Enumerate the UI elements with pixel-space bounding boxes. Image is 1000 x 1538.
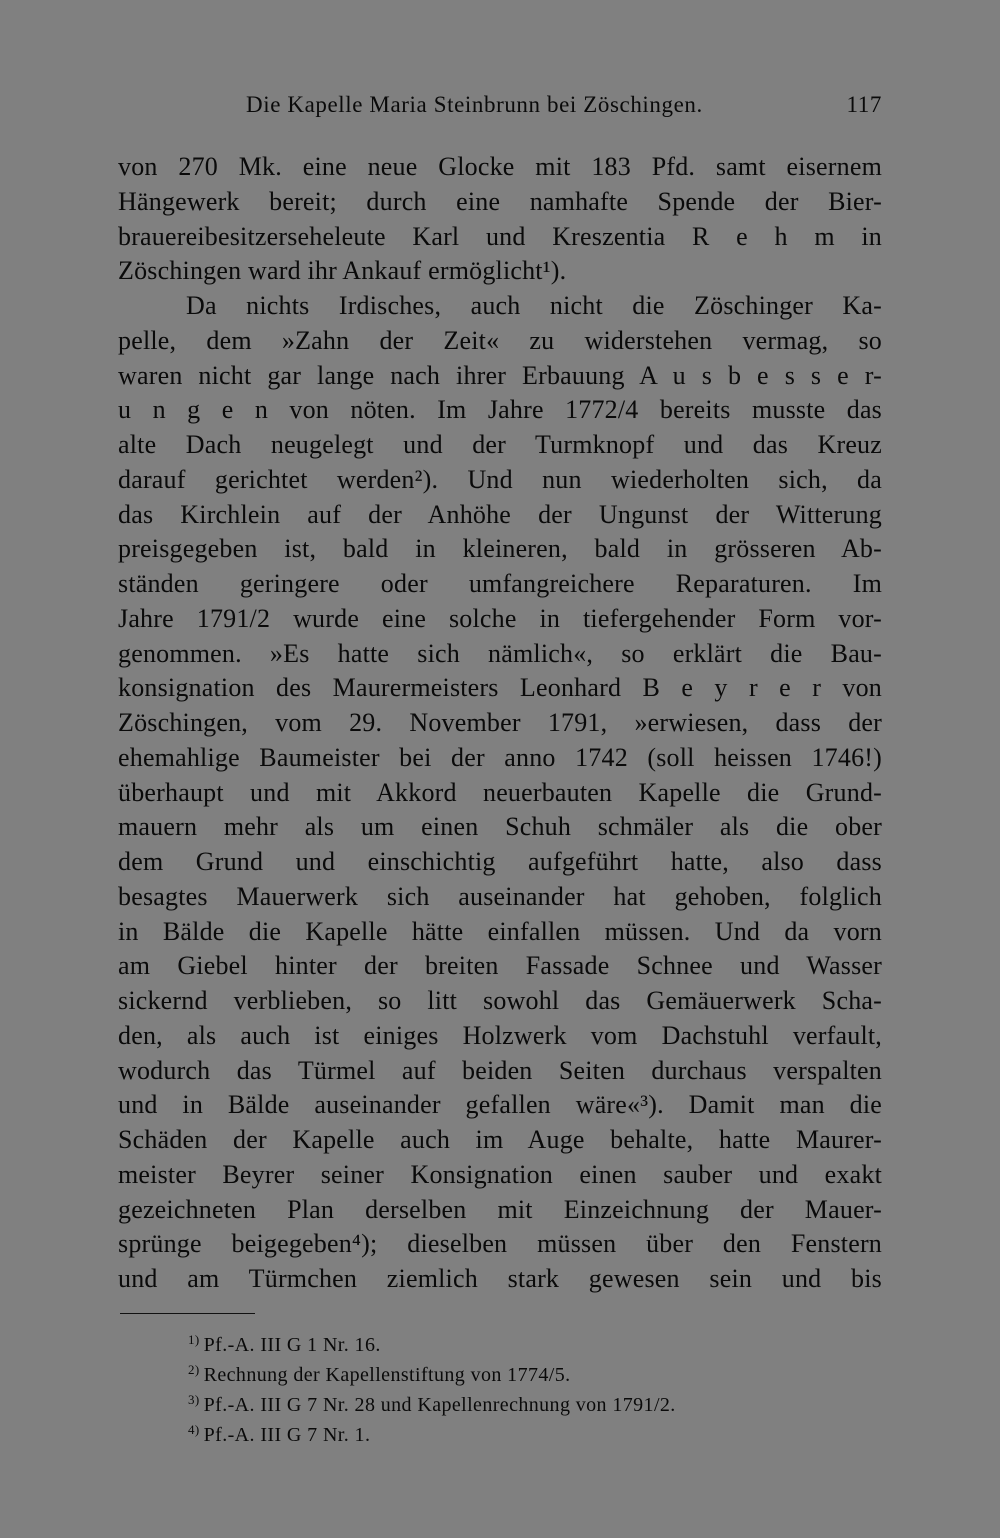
text-line: ständen geringere oder umfangreichere Reparaturen. Im	[118, 569, 882, 598]
text-line: ehemahlige Baumeister bei der anno 1742 (soll heissen 1746!)	[118, 742, 882, 772]
footnote-text: Rechnung der Kapellenstiftung von 1774/5.	[203, 1364, 571, 1386]
running-title: Die Kapelle Maria Steinbrunn bei Zöschingen.	[246, 92, 703, 117]
text-line: darauf gerichtet werden²). Und nun wiederholten sich, da	[118, 464, 882, 494]
text-line: alte Dach neugelegt und der Turmknopf und das Kreuz	[118, 430, 882, 459]
footnote-mark: 1)	[188, 1332, 200, 1347]
footnote	[188, 1390, 888, 1420]
body-text	[118, 150, 882, 1297]
text-line: besagtes Mauerwerk sich auseinander hat gehoben, folglich	[118, 881, 882, 911]
page-header	[118, 92, 882, 126]
text-line: das Kirchlein auf der Anhöhe der Ungunst der Witterung	[118, 499, 882, 529]
footnote	[188, 1330, 888, 1360]
footnotes	[188, 1330, 888, 1450]
text-line: Hängewerk bereit; durch eine namhafte Spende der Bier-	[118, 186, 882, 216]
text-line: mauern mehr als um einen Schuh schmäler als die ober	[118, 812, 882, 842]
footnote-mark: 2)	[188, 1362, 200, 1377]
footnote-mark: 4)	[188, 1422, 200, 1437]
text-line: und in Bälde auseinander gefallen wäre«³). Damit man die	[118, 1090, 882, 1120]
footnote-mark: 3)	[188, 1392, 200, 1407]
text-line: waren nicht gar lange nach ihrer Erbauung A u s b e s s e r-	[118, 360, 882, 390]
text-line: pelle, dem »Zahn der Zeit« zu widerstehen vermag, so	[118, 325, 882, 355]
text-line: wodurch das Türmel auf beiden Seiten durchaus verspalten	[118, 1055, 882, 1085]
text-line: von 270 Mk. eine neue Glocke mit 183 Pfd. samt eisernem	[118, 152, 882, 181]
text-line: Schäden der Kapelle auch im Auge behalte, hatte Maurer-	[118, 1125, 882, 1154]
footnote	[188, 1420, 888, 1450]
text-line: überhaupt und mit Akkord neuerbauten Kapelle die Grund-	[118, 777, 882, 807]
footnote-divider	[120, 1313, 255, 1314]
text-line: und am Türmchen ziemlich stark gewesen sein und bis	[118, 1264, 882, 1293]
text-line: Jahre 1791/2 wurde eine solche in tiefergehender Form vor-	[118, 603, 882, 633]
text-line: sprünge beigegeben⁴); dieselben müssen über den Fenstern	[118, 1229, 882, 1259]
text-line: brauereibesitzerseheleute Karl und Kreszentia R e h m in	[118, 221, 882, 251]
footnote-text: Pf.-A. III G 7 Nr. 1.	[203, 1424, 371, 1446]
text-line: in Bälde die Kapelle hätte einfallen müssen. Und da vorn	[118, 916, 882, 946]
footnote	[188, 1360, 888, 1390]
text-line: sickernd verblieben, so litt sowohl das Gemäuerwerk Scha-	[118, 986, 882, 1015]
text-line: genommen. »Es hatte sich nämlich«, so erklärt die Bau-	[118, 638, 882, 668]
text-line: den, als auch ist einiges Holzwerk vom Dachstuhl verfault,	[118, 1020, 882, 1050]
text-line: Zöschingen ward ihr Ankauf ermöglicht¹).	[118, 256, 567, 286]
footnote-text: Pf.-A. III G 7 Nr. 28 und Kapellenrechnung von 1791/2.	[203, 1394, 676, 1416]
text-line: Zöschingen, vom 29. November 1791, »erwiesen, dass der	[118, 708, 882, 737]
text-line: gezeichneten Plan derselben mit Einzeichnung der Mauer-	[118, 1194, 882, 1224]
text-line: konsignation des Maurermeisters Leonhard B e y r e r von	[118, 673, 882, 703]
page-number: 117	[846, 92, 882, 117]
text-line: preisgegeben ist, bald in kleineren, bald in grösseren Ab-	[118, 534, 882, 564]
text-line: meister Beyrer seiner Konsignation einen sauber und exakt	[118, 1159, 882, 1189]
text-line: am Giebel hinter der breiten Fassade Schnee und Wasser	[118, 951, 882, 981]
footnote-text: Pf.-A. III G 1 Nr. 16.	[203, 1334, 381, 1356]
text-line: u n g e n von nöten. Im Jahre 1772/4 bereits musste das	[118, 395, 882, 425]
text-line: dem Grund und einschichtig aufgeführt hatte, also dass	[118, 847, 882, 876]
text-line: Da nichts Irdisches, auch nicht die Zöschinger Ka-	[186, 291, 882, 320]
